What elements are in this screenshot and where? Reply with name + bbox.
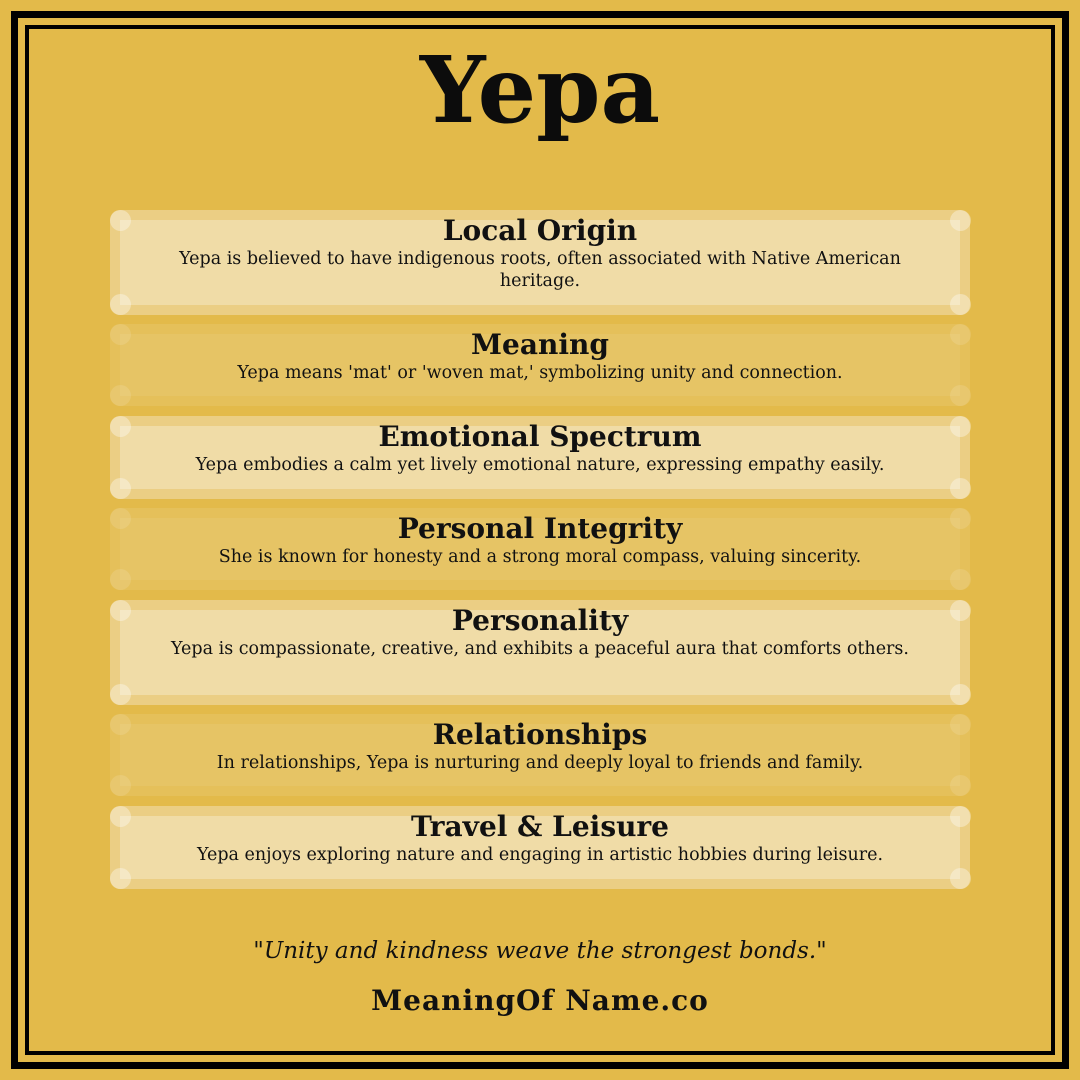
corner-dot	[110, 600, 131, 621]
card-text: Yepa enjoys exploring nature and engaging in artistic hobbies during leisure.	[196, 845, 884, 865]
corner-dot	[110, 806, 131, 827]
corner-dot	[950, 478, 971, 499]
corner-dot	[110, 714, 131, 735]
card-heading: Local Origin	[442, 214, 638, 247]
info-card	[110, 324, 970, 406]
card-text: In relationships, Yepa is nurturing and deeply loyal to friends and family.	[216, 753, 864, 773]
corner-dot	[110, 385, 131, 406]
card-text: Yepa means 'mat' or 'woven mat,' symbolizing unity and connection.	[237, 363, 843, 383]
info-card	[110, 714, 970, 796]
card-heading: Personality	[451, 604, 629, 637]
corner-dot	[110, 569, 131, 590]
card-heading: Personal Integrity	[397, 512, 683, 545]
info-card	[110, 416, 970, 499]
info-card	[110, 600, 970, 705]
card-heading: Emotional Spectrum	[378, 420, 702, 453]
corner-dot	[950, 684, 971, 705]
corner-dot	[950, 294, 971, 315]
card-text: Yepa is believed to have indigenous roots, often associated with Native American heritage.	[179, 249, 901, 291]
corner-dot	[110, 210, 131, 231]
corner-dot	[950, 775, 971, 796]
corner-dot	[110, 416, 131, 437]
corner-dot	[950, 868, 971, 889]
corner-dot	[110, 324, 131, 345]
corner-dot	[950, 714, 971, 735]
corner-dot	[950, 806, 971, 827]
info-card	[110, 806, 970, 889]
card-text: Yepa is compassionate, creative, and exhibits a peaceful aura that comforts others.	[171, 639, 909, 659]
corner-dot	[110, 868, 131, 889]
brand-name: MeaningOf Name.co	[371, 984, 709, 1017]
card-text: She is known for honesty and a strong moral compass, valuing sincerity.	[218, 547, 862, 567]
corner-dot	[950, 385, 971, 406]
card-text: Yepa embodies a calm yet lively emotional nature, expressing empathy easily.	[195, 455, 885, 475]
corner-dot	[110, 508, 131, 529]
card-heading: Meaning	[471, 328, 609, 361]
corner-dot	[950, 600, 971, 621]
info-card	[110, 210, 970, 315]
corner-dot	[950, 210, 971, 231]
corner-dot	[110, 294, 131, 315]
corner-dot	[110, 478, 131, 499]
corner-dot	[110, 684, 131, 705]
card-heading: Travel & Leisure	[410, 810, 669, 843]
corner-dot	[950, 569, 971, 590]
card-heading: Relationships	[432, 718, 648, 751]
page-title: Yepa	[419, 36, 661, 144]
info-card	[110, 508, 970, 590]
corner-dot	[950, 324, 971, 345]
corner-dot	[110, 775, 131, 796]
corner-dot	[950, 508, 971, 529]
corner-dot	[950, 416, 971, 437]
quote: "Unity and kindness weave the strongest bonds."	[253, 938, 827, 964]
